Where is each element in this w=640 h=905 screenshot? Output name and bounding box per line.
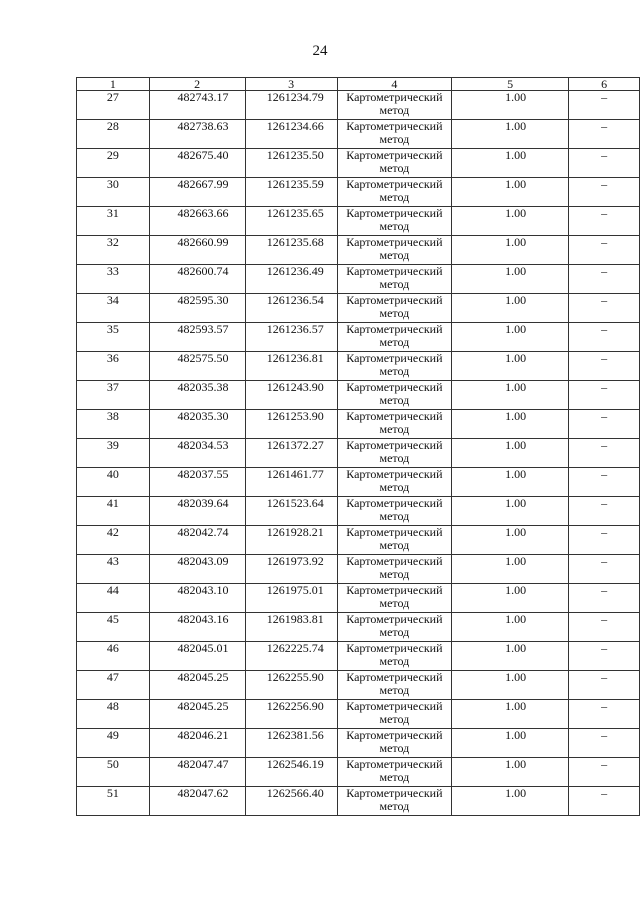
y-coordinate-cell: 1261372.27 — [245, 439, 337, 468]
method-cell: Картометрический метод — [337, 584, 451, 613]
point-number-cell: 50 — [77, 758, 150, 787]
note-cell: – — [569, 439, 640, 468]
table-header-row — [77, 78, 640, 91]
point-number-cell: 33 — [77, 265, 150, 294]
point-number-cell: 27 — [77, 91, 150, 120]
accuracy-cell: 1.00 — [452, 381, 569, 410]
table-row — [77, 584, 640, 613]
method-cell: Картометрический метод — [337, 758, 451, 787]
table-row — [77, 468, 640, 497]
y-coordinate-cell: 1261983.81 — [245, 613, 337, 642]
accuracy-cell: 1.00 — [452, 91, 569, 120]
table-row — [77, 178, 640, 207]
note-cell: – — [569, 787, 640, 816]
x-coordinate-cell: 482039.64 — [149, 497, 245, 526]
table-row — [77, 236, 640, 265]
table-row — [77, 207, 640, 236]
point-number-cell: 28 — [77, 120, 150, 149]
method-cell: Картометрический метод — [337, 91, 451, 120]
table-row — [77, 323, 640, 352]
method-cell: Картометрический метод — [337, 642, 451, 671]
x-coordinate-cell: 482575.50 — [149, 352, 245, 381]
y-coordinate-cell: 1261236.54 — [245, 294, 337, 323]
header-cell: 5 — [452, 78, 569, 91]
note-cell: – — [569, 178, 640, 207]
x-coordinate-cell: 482047.62 — [149, 787, 245, 816]
accuracy-cell: 1.00 — [452, 410, 569, 439]
method-cell: Картометрический метод — [337, 787, 451, 816]
x-coordinate-cell: 482043.09 — [149, 555, 245, 584]
method-cell: Картометрический метод — [337, 613, 451, 642]
y-coordinate-cell: 1261253.90 — [245, 410, 337, 439]
y-coordinate-cell: 1261235.59 — [245, 178, 337, 207]
table-row — [77, 120, 640, 149]
note-cell: – — [569, 410, 640, 439]
table-row — [77, 671, 640, 700]
method-cell: Картометрический метод — [337, 526, 451, 555]
x-coordinate-cell: 482043.16 — [149, 613, 245, 642]
point-number-cell: 47 — [77, 671, 150, 700]
accuracy-cell: 1.00 — [452, 729, 569, 758]
accuracy-cell: 1.00 — [452, 671, 569, 700]
note-cell: – — [569, 265, 640, 294]
accuracy-cell: 1.00 — [452, 613, 569, 642]
point-number-cell: 37 — [77, 381, 150, 410]
table-row — [77, 526, 640, 555]
point-number-cell: 39 — [77, 439, 150, 468]
accuracy-cell: 1.00 — [452, 787, 569, 816]
point-number-cell: 51 — [77, 787, 150, 816]
x-coordinate-cell: 482047.47 — [149, 758, 245, 787]
table-row — [77, 265, 640, 294]
method-cell: Картометрический метод — [337, 120, 451, 149]
header-cell: 1 — [77, 78, 150, 91]
x-coordinate-cell: 482034.53 — [149, 439, 245, 468]
table-row — [77, 410, 640, 439]
table-row — [77, 497, 640, 526]
accuracy-cell: 1.00 — [452, 265, 569, 294]
header-cell: 6 — [569, 78, 640, 91]
y-coordinate-cell: 1262381.56 — [245, 729, 337, 758]
x-coordinate-cell: 482595.30 — [149, 294, 245, 323]
accuracy-cell: 1.00 — [452, 323, 569, 352]
method-cell: Картометрический метод — [337, 265, 451, 294]
accuracy-cell: 1.00 — [452, 700, 569, 729]
point-number-cell: 32 — [77, 236, 150, 265]
point-number-cell: 31 — [77, 207, 150, 236]
method-cell: Картометрический метод — [337, 439, 451, 468]
y-coordinate-cell: 1261243.90 — [245, 381, 337, 410]
y-coordinate-cell: 1262256.90 — [245, 700, 337, 729]
table-row — [77, 439, 640, 468]
table-row — [77, 787, 640, 816]
point-number-cell: 49 — [77, 729, 150, 758]
accuracy-cell: 1.00 — [452, 468, 569, 497]
method-cell: Картометрический метод — [337, 352, 451, 381]
note-cell: – — [569, 555, 640, 584]
y-coordinate-cell: 1261234.66 — [245, 120, 337, 149]
x-coordinate-cell: 482043.10 — [149, 584, 245, 613]
y-coordinate-cell: 1261235.65 — [245, 207, 337, 236]
y-coordinate-cell: 1261235.68 — [245, 236, 337, 265]
point-number-cell: 38 — [77, 410, 150, 439]
method-cell: Картометрический метод — [337, 178, 451, 207]
point-number-cell: 34 — [77, 294, 150, 323]
method-cell: Картометрический метод — [337, 207, 451, 236]
note-cell: – — [569, 120, 640, 149]
method-cell: Картометрический метод — [337, 555, 451, 584]
point-number-cell: 45 — [77, 613, 150, 642]
point-number-cell: 30 — [77, 178, 150, 207]
method-cell: Картометрический метод — [337, 497, 451, 526]
y-coordinate-cell: 1262255.90 — [245, 671, 337, 700]
point-number-cell: 40 — [77, 468, 150, 497]
x-coordinate-cell: 482045.25 — [149, 700, 245, 729]
note-cell: – — [569, 758, 640, 787]
note-cell: – — [569, 584, 640, 613]
note-cell: – — [569, 468, 640, 497]
x-coordinate-cell: 482035.30 — [149, 410, 245, 439]
accuracy-cell: 1.00 — [452, 439, 569, 468]
x-coordinate-cell: 482037.55 — [149, 468, 245, 497]
note-cell: – — [569, 671, 640, 700]
note-cell: – — [569, 497, 640, 526]
accuracy-cell: 1.00 — [452, 352, 569, 381]
x-coordinate-cell: 482593.57 — [149, 323, 245, 352]
note-cell: – — [569, 613, 640, 642]
y-coordinate-cell: 1261236.57 — [245, 323, 337, 352]
point-number-cell: 41 — [77, 497, 150, 526]
method-cell: Картометрический метод — [337, 468, 451, 497]
method-cell: Картометрический метод — [337, 323, 451, 352]
point-number-cell: 46 — [77, 642, 150, 671]
accuracy-cell: 1.00 — [452, 236, 569, 265]
accuracy-cell: 1.00 — [452, 555, 569, 584]
note-cell: – — [569, 236, 640, 265]
y-coordinate-cell: 1261234.79 — [245, 91, 337, 120]
y-coordinate-cell: 1261973.92 — [245, 555, 337, 584]
accuracy-cell: 1.00 — [452, 642, 569, 671]
method-cell: Картометрический метод — [337, 149, 451, 178]
y-coordinate-cell: 1261236.81 — [245, 352, 337, 381]
y-coordinate-cell: 1261975.01 — [245, 584, 337, 613]
x-coordinate-cell: 482046.21 — [149, 729, 245, 758]
note-cell: – — [569, 352, 640, 381]
x-coordinate-cell: 482045.25 — [149, 671, 245, 700]
accuracy-cell: 1.00 — [452, 120, 569, 149]
table-row — [77, 700, 640, 729]
note-cell: – — [569, 91, 640, 120]
table-row — [77, 352, 640, 381]
accuracy-cell: 1.00 — [452, 207, 569, 236]
point-number-cell: 48 — [77, 700, 150, 729]
point-number-cell: 43 — [77, 555, 150, 584]
note-cell: – — [569, 526, 640, 555]
accuracy-cell: 1.00 — [452, 178, 569, 207]
table-row — [77, 613, 640, 642]
accuracy-cell: 1.00 — [452, 497, 569, 526]
coordinates-table-container — [76, 77, 640, 816]
point-number-cell: 35 — [77, 323, 150, 352]
table-row — [77, 729, 640, 758]
note-cell: – — [569, 700, 640, 729]
accuracy-cell: 1.00 — [452, 149, 569, 178]
point-number-cell: 42 — [77, 526, 150, 555]
method-cell: Картометрический метод — [337, 671, 451, 700]
y-coordinate-cell: 1262225.74 — [245, 642, 337, 671]
header-cell: 4 — [337, 78, 451, 91]
coordinates-table — [76, 77, 640, 816]
accuracy-cell: 1.00 — [452, 584, 569, 613]
table-row — [77, 149, 640, 178]
y-coordinate-cell: 1261928.21 — [245, 526, 337, 555]
x-coordinate-cell: 482035.38 — [149, 381, 245, 410]
method-cell: Картометрический метод — [337, 381, 451, 410]
y-coordinate-cell: 1262566.40 — [245, 787, 337, 816]
table-row — [77, 758, 640, 787]
note-cell: – — [569, 149, 640, 178]
page-number: 24 — [312, 43, 328, 59]
header-cell: 3 — [245, 78, 337, 91]
accuracy-cell: 1.00 — [452, 758, 569, 787]
x-coordinate-cell: 482660.99 — [149, 236, 245, 265]
note-cell: – — [569, 642, 640, 671]
note-cell: – — [569, 729, 640, 758]
x-coordinate-cell: 482045.01 — [149, 642, 245, 671]
note-cell: – — [569, 207, 640, 236]
table-row — [77, 91, 640, 120]
point-number-cell: 29 — [77, 149, 150, 178]
y-coordinate-cell: 1261235.50 — [245, 149, 337, 178]
x-coordinate-cell: 482600.74 — [149, 265, 245, 294]
note-cell: – — [569, 323, 640, 352]
header-cell: 2 — [149, 78, 245, 91]
y-coordinate-cell: 1261236.49 — [245, 265, 337, 294]
table-row — [77, 381, 640, 410]
x-coordinate-cell: 482738.63 — [149, 120, 245, 149]
table-row — [77, 294, 640, 323]
method-cell: Картометрический метод — [337, 236, 451, 265]
accuracy-cell: 1.00 — [452, 294, 569, 323]
accuracy-cell: 1.00 — [452, 526, 569, 555]
method-cell: Картометрический метод — [337, 729, 451, 758]
method-cell: Картометрический метод — [337, 700, 451, 729]
method-cell: Картометрический метод — [337, 294, 451, 323]
method-cell: Картометрический метод — [337, 410, 451, 439]
y-coordinate-cell: 1261523.64 — [245, 497, 337, 526]
table-row — [77, 642, 640, 671]
note-cell: – — [569, 294, 640, 323]
x-coordinate-cell: 482675.40 — [149, 149, 245, 178]
x-coordinate-cell: 482667.99 — [149, 178, 245, 207]
table-row — [77, 555, 640, 584]
y-coordinate-cell: 1261461.77 — [245, 468, 337, 497]
point-number-cell: 36 — [77, 352, 150, 381]
point-number-cell: 44 — [77, 584, 150, 613]
note-cell: – — [569, 381, 640, 410]
x-coordinate-cell: 482042.74 — [149, 526, 245, 555]
x-coordinate-cell: 482743.17 — [149, 91, 245, 120]
y-coordinate-cell: 1262546.19 — [245, 758, 337, 787]
x-coordinate-cell: 482663.66 — [149, 207, 245, 236]
